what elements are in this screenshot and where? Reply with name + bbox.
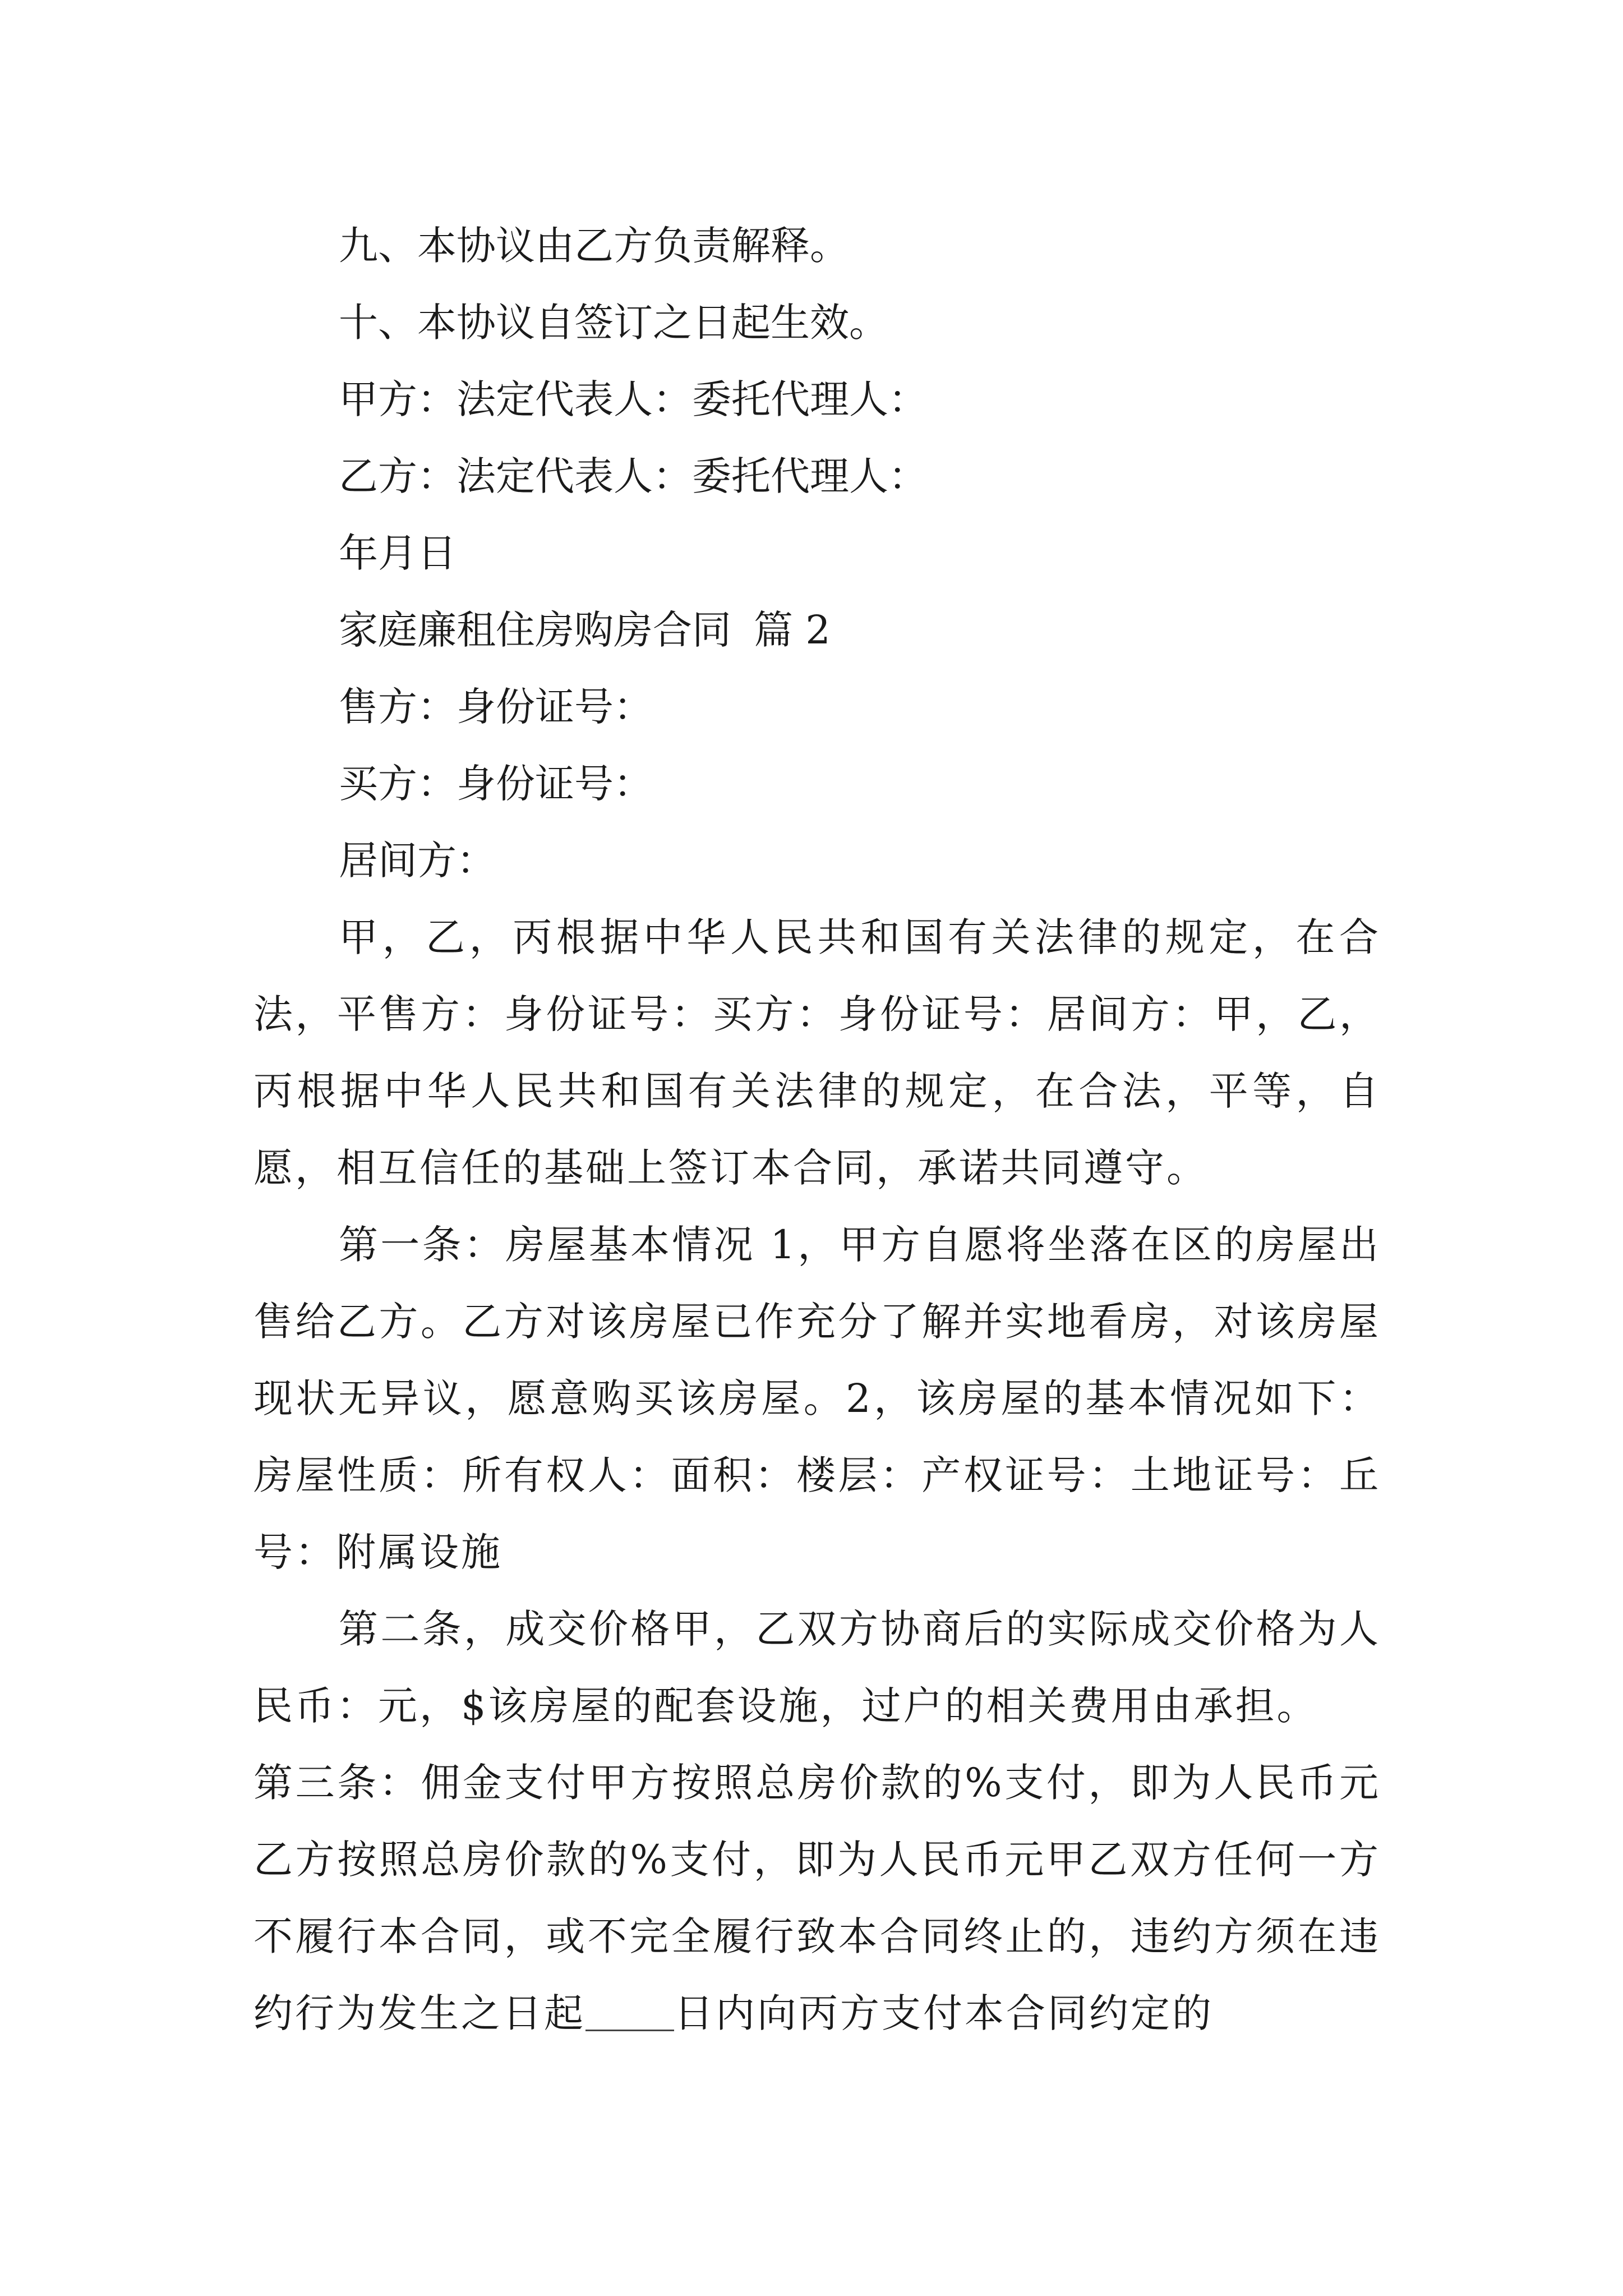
article-three-text-start: 第三条：佣金支付甲方按照总房价款的%支付，即为人民币元乙方按照总房价款的%支付，即为人民币元甲乙双方任何一方不履行本合同，或不完全履行致本合同终止的，违约方须在违约行为发生之日起 (253, 1760, 1381, 2036)
buyer-line: 买方：身份证号： (339, 761, 653, 807)
clause-nine: 九、本协议由乙方负责解释。 (339, 223, 849, 269)
party-a-signature-line: 甲方：法定代表人：委托代理人： (339, 376, 928, 422)
party-b-signature-line: 乙方：法定代表人：委托代理人： (339, 453, 928, 499)
fill-in-blank (585, 1990, 674, 2031)
section-title: 家庭廉租住房购房合同 (339, 607, 731, 653)
clause-ten: 十、本协议自签订之日起生效。 (339, 300, 888, 346)
document-body (253, 208, 1381, 2052)
intermediary-line: 居间方： (339, 838, 496, 884)
article-one-paragraph: 第一条：房屋基本情况 1，甲方自愿将坐落在区的房屋出售给乙方。乙方对该房屋已作充分了解并实地看房，对该房屋现状无异议，愿意购买该房屋。2，该房屋的基本情况如下：房屋性质：所有权人：面积：楼层：产权证号：土地证号：丘号：附属设施 (253, 1222, 1381, 1575)
article-two-paragraph: 第二条，成交价格甲，乙双方协商后的实际成交价格为人民币：元，$该房屋的配套设施，过户的相关费用由承担。 (253, 1606, 1381, 1729)
date-line: 年月日 (339, 530, 457, 576)
preamble-paragraph: 甲，乙，丙根据中华人民共和国有关法律的规定，在合法，平售方：身份证号：买方：身份证号：居间方：甲，乙，丙根据中华人民共和国有关法律的规定，在合法，平等，自愿，相互信任的基础上签订本合同，承诺共同遵守。 (253, 914, 1381, 1191)
article-three-paragraph (253, 1745, 1381, 2052)
article-three-text-end: 日内向丙方支付本合同约定的 (674, 1990, 1214, 2036)
section-label: 篇 2 (754, 607, 831, 653)
section-heading (253, 592, 1381, 669)
seller-line: 售方：身份证号： (339, 684, 653, 730)
